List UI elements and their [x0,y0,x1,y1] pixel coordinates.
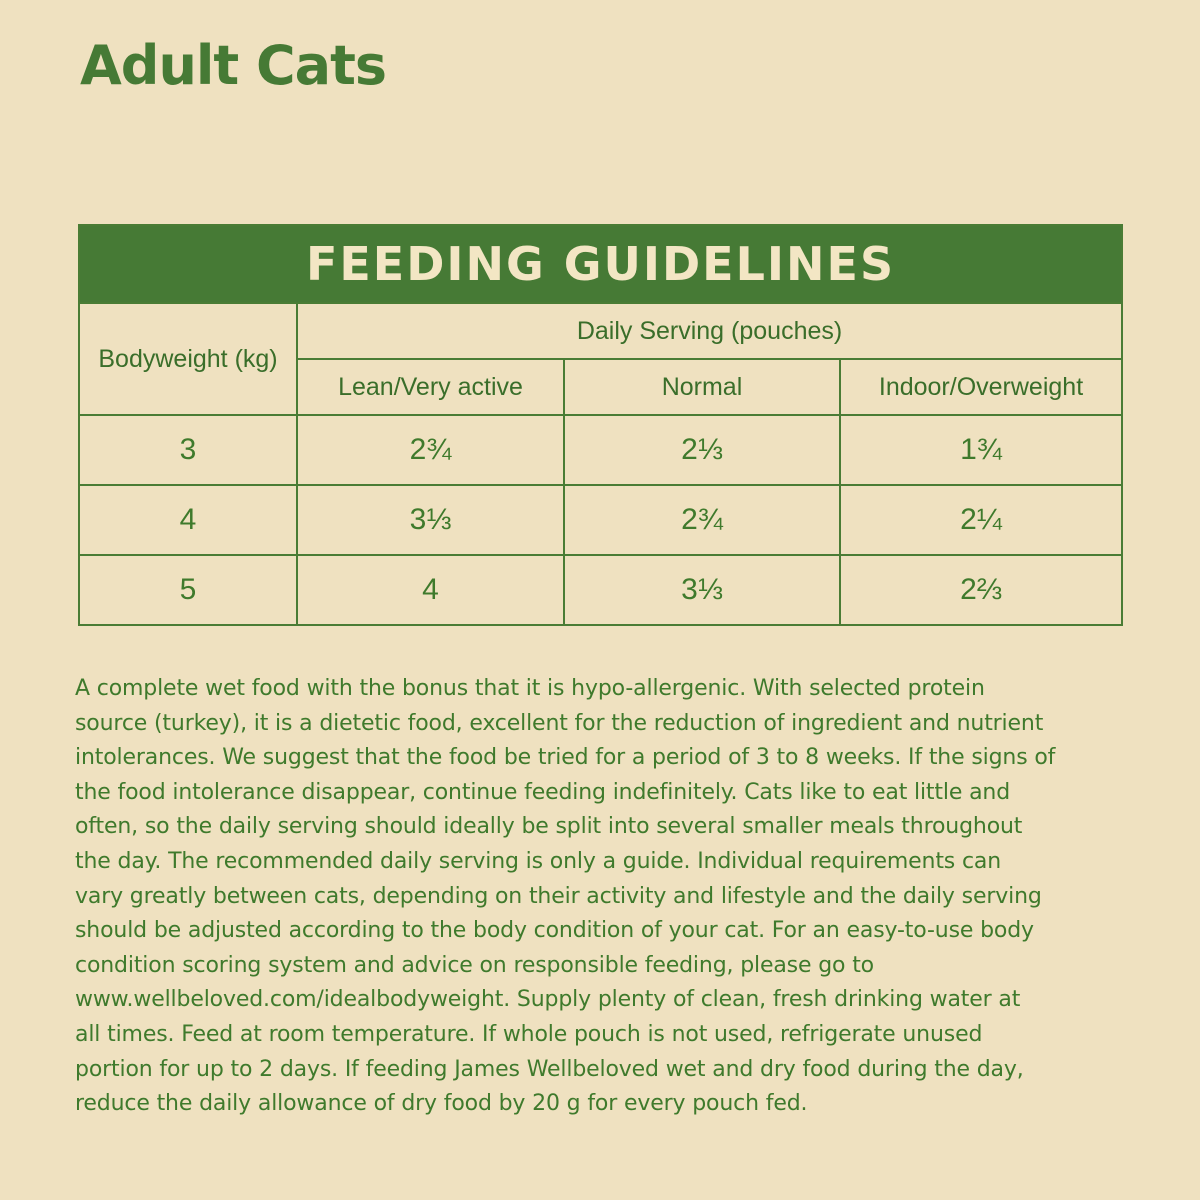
serving-cell: 2¾ [564,485,840,555]
serving-cell: 3⅓ [297,485,564,555]
bodyweight-cell: 3 [79,415,297,485]
serving-cell: 2¾ [297,415,564,485]
description-line: all times. Feed at room temperature. If whole pouch is not used, refrigerate unused [75,1021,983,1047]
description-line: should be adjusted according to the body condition of your cat. For an easy-to-use body [75,918,1034,944]
description-line: intolerances. We suggest that the food be tried for a period of 3 to 8 weeks. If the signs of [75,745,1056,771]
feeding-guidelines-table-wrapper [78,224,1121,630]
column-header-indoor: Indoor/Overweight [840,359,1122,415]
serving-cell: 2¼ [840,485,1122,555]
description-line: www.wellbeloved.com/idealbodyweight. Supply plenty of clean, fresh drinking water at [75,987,1021,1013]
serving-cell: 3⅓ [564,555,840,625]
daily-serving-header: Daily Serving (pouches) [297,303,1122,359]
product-description [75,672,1125,1122]
table-row [79,555,1122,625]
column-header-lean: Lean/Very active [297,359,564,415]
serving-cell: 4 [297,555,564,625]
description-line: source (turkey), it is a dietetic food, excellent for the reduction of ingredient and nutrient [75,710,1044,736]
description-line: often, so the daily serving should ideally be split into several smaller meals throughout [75,814,1023,840]
bodyweight-cell: 4 [79,485,297,555]
serving-cell: 2⅔ [840,555,1122,625]
description-line: condition scoring system and advice on responsible feeding, please go to [75,952,874,978]
feeding-guidelines-table [78,224,1123,626]
table-banner: FEEDING GUIDELINES [79,225,1122,303]
description-line: the day. The recommended daily serving is only a guide. Individual requirements can [75,848,1002,874]
table-row [79,485,1122,555]
serving-cell: 2⅓ [564,415,840,485]
serving-cell: 1¾ [840,415,1122,485]
description-line: portion for up to 2 days. If feeding James Wellbeloved wet and dry food during the day, [75,1056,1024,1082]
description-line: A complete wet food with the bonus that it is hypo-allergenic. With selected protein [75,676,985,701]
description-line: reduce the daily allowance of dry food by 20 g for every pouch fed. [75,1091,808,1117]
page-title: Adult Cats [80,34,387,97]
column-header-normal: Normal [564,359,840,415]
bodyweight-header: Bodyweight (kg) [79,303,297,415]
description-line: vary greatly between cats, depending on their activity and lifestyle and the daily serving [75,883,1042,909]
bodyweight-cell: 5 [79,555,297,625]
table-row [79,415,1122,485]
description-line: the food intolerance disappear, continue feeding indefinitely. Cats like to eat little and [75,779,1011,805]
